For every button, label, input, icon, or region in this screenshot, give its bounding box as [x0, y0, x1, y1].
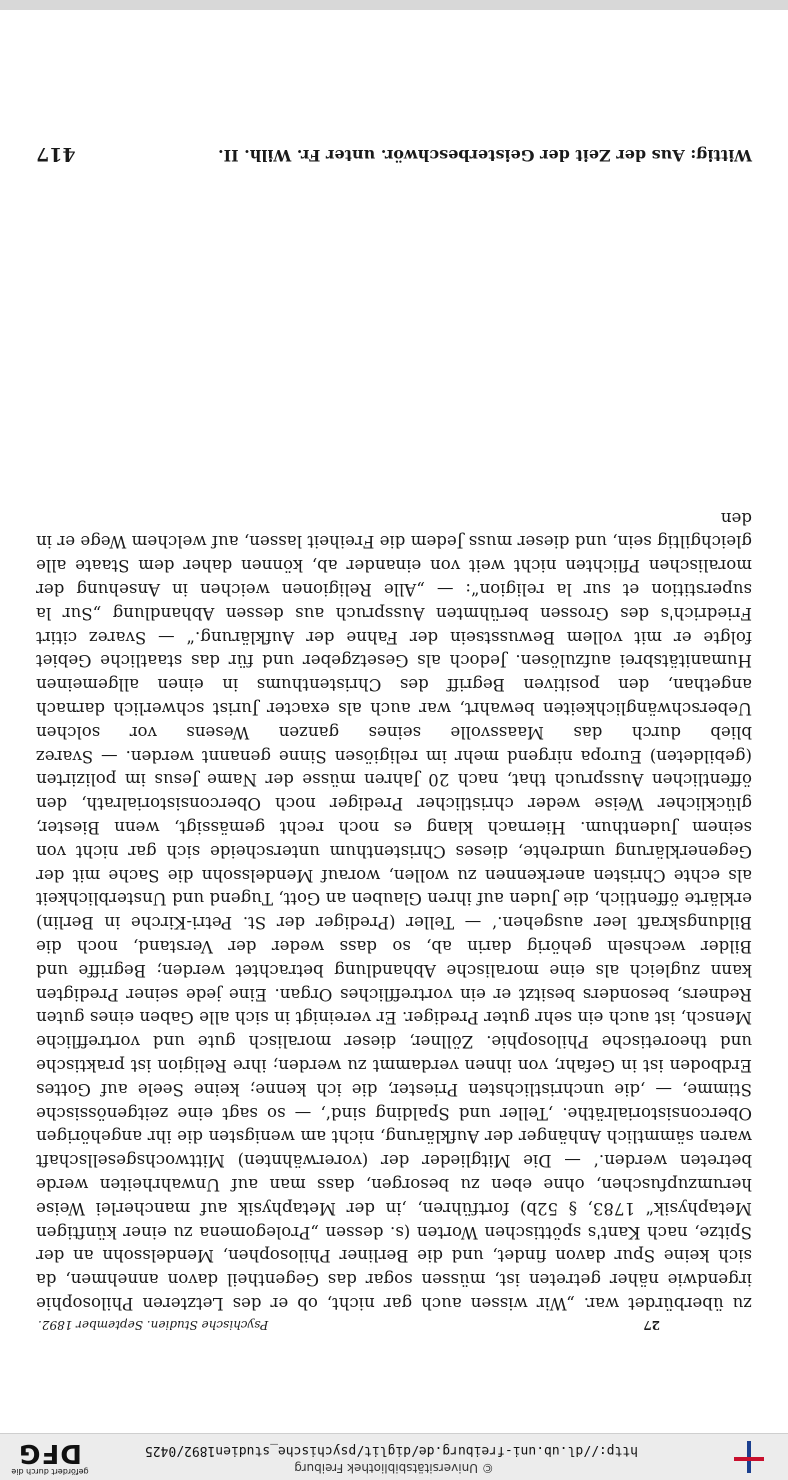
dfg-logo-text: DFG	[18, 1438, 82, 1468]
document-url-link[interactable]: http://dl.ub.uni-freiburg.de/diglit/psychische_studien1892/0425	[144, 1443, 638, 1458]
footer-journal-title: Psychische Studien. September 1892.	[38, 1318, 269, 1332]
body-text	[36, 506, 752, 1315]
running-head-title: Wittig: Aus der Zeit der Geisterbeschwör. unter Fr. Wilh. II.	[218, 146, 752, 165]
running-head	[36, 141, 752, 165]
funded-by-text: gefördert durch die	[11, 1467, 89, 1476]
copyright-text: © Universitätsbibliothek Freiburg	[294, 1461, 494, 1475]
running-head-page-number: 417	[36, 143, 76, 165]
footer-page-number: 27	[643, 1318, 660, 1332]
body-paragraph: zu überbürdet war. „Wir wissen auch gar nicht, ob er des Letzteren Philosophie irgendwie näher getreten ist, müssen sogar das Gegentheil davon annehmen, da sich keine Spur davon findet, und die Berliner Philosophen, Mendelssohn an der Spitze, nach Kant's spöttischen Worten (s. dessen „Prolegomena zu einer künftigen Metaphysik“ 1783, § 52b) fortführen, ‚in der Metaphysik auf mancherlei Weise herumzupfuschen, ohne eben zu besorgen, dass man auf Unwahrheiten werde betreten werden.‘ — Die Mitglieder der (vorerwähnten) Mittwochsgesellschaft waren sämmtlich Anhänger der Aufklärung, nicht am wenigsten die ihr angehörigen Oberconsistorialräthe. ‚Teller und Spalding sind‘, — so sagt eine zeitgenössische Stimme, — ‚die unchristlichsten Priester, die ich kenne; keine Seele auf Gottes Erdboden ist in Gefahr, von ihnen verdammt zu werden; ihre Religion ist praktische und theoretische Philosophie. Zöllner, dieser moralisch gute und vortreffliche Mensch, ist auch ein sehr guter Prediger. Er vereinigt in sich alle Gaben eines guten Redners, besonders besitzt er ein vortreffliches Organ. Eine jede seiner Predigten kann zugleich als eine moralische Abhandlung betrachtet werden; Begriffe und Bilder wechseln gehörig darin ab, so dass weder der Verstand, noch die Bildungskraft leer ausgehen.‘ — Teller (Prediger der St. Petri-Kirche in Berlin) erklärte öffentlich, die Juden auf ihren Glauben an Gott, Tugend und Unsterblichkeit als echte Christen anerkennen zu wollen, worauf Mendelssohn die Sache mit der Gegenerklärung umdrehte, dieses Christenthum unterscheide sich gar nicht von seinem Judenthum. Hiernach klang es noch recht gemässigt, wenn Biester, glücklicher Weise weder christlicher Prediger noch Oberconsistorialrath, den öffentlichen Ausspruch that, nach 20 Jahren müsse der Name Jesus im polizirten (gebildeten) Europa nirgend mehr im religiösen Sinne genannt werden. — Svarez blieb durch das Maassvolle seines ganzen Wesens vor solchen Ueberschwänglichkeiten bewahrt, war auch als exacter Jurist schwerlich darnach angethan, den positiven Begriff des Christenthums in einen allgemeinen Humanitätsbrei aufzulösen. Jedoch als Gesetzgeber und für das staatliche Gebiet folgte er mit vollem Bewusstsein der Fahne der Aufklärung.“ — Svarez citirt Friedrich's des Grossen berühmten Ausspruch aus dessen Abhandlung „Sur la superstition et sur la religion“: — „Alle Religionen weichen in Ansehung der moralischen Pflichten nicht weit von einander ab, können daher dem Staate alle gleichgiltig sein, und dieser muss Jedem die Freiheit lassen, auf welchem Wege er in den	[36, 508, 752, 1313]
page-footer	[38, 1316, 750, 1332]
viewer-top-bar	[0, 1433, 788, 1480]
viewer-bottom-strip	[0, 0, 788, 10]
dfg-funding-logo	[10, 1439, 90, 1476]
